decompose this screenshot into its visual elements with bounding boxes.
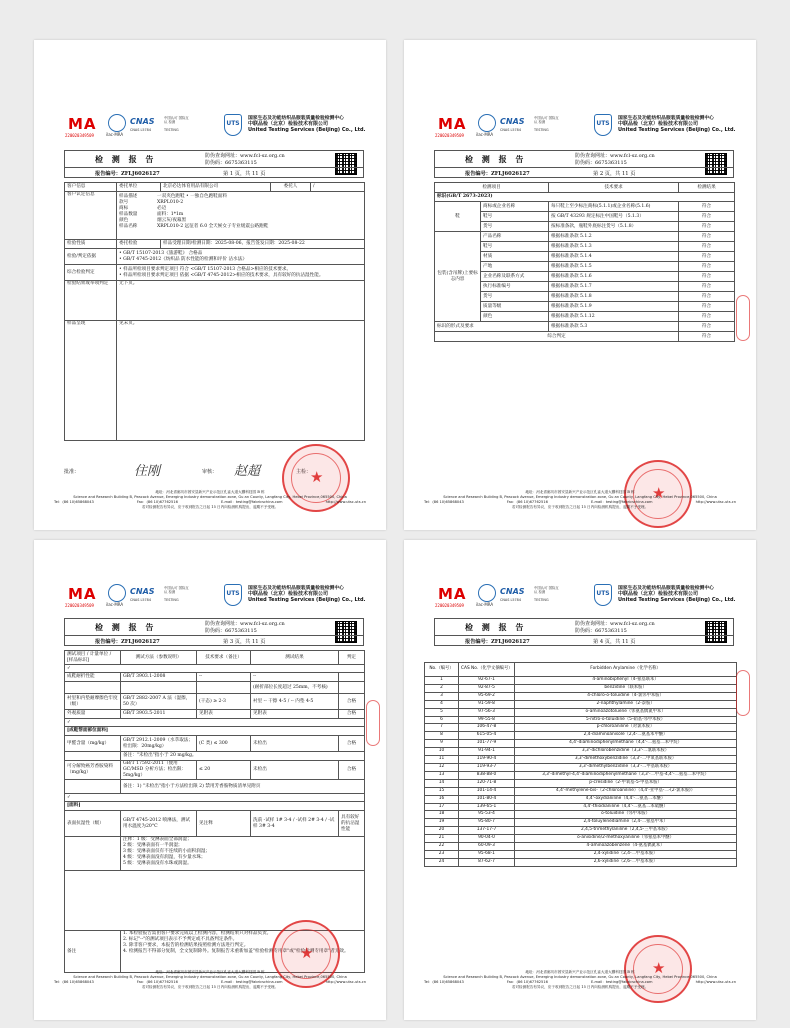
report-number: 报告编号：ZFLJ6026127: [465, 171, 530, 177]
check-mark: ✓: [65, 719, 365, 727]
report-header: MA 220020349509 ilac-MRA CNAS CNAS L5784 中国认可 国际互认 检测 TESTING UTS 国家生态及功能纺织品服装质量检验检测中心 中联品检（北京）检验技术有限公司 United Testing Services (Beijing) Co., Ltd.: [65, 115, 366, 138]
cas-number: 615-05-4: [459, 732, 515, 740]
arylamine-name: 2-naphthylamine（2-萘胺）: [515, 700, 737, 708]
arylamine-name: p-chloroaniline（对氯苯胺）: [515, 724, 737, 732]
page-footer: 地址：河北省廊坊市固安县新兴产业示范区孔雀大道大棚科技园 B 栋 Science and Research Building B, Peacock Avenue, Emerging Industry demonstration zone, Gu an County, Langfang City, Hebei Province,065500, China Tel：(86 10)65868043 Fax：(86 10)67762516 E-mail：testing@fabricschina.com http://www.utsc-uts.cn 若对检测报告有异议，应于收到报告之日起 15 日内向检测机构提出，逾期不予受理。: [54, 970, 366, 989]
cas-number: 101-80-4: [459, 795, 515, 803]
row-number: 16: [425, 795, 459, 803]
row-number: 21: [425, 835, 459, 843]
qr-code-icon: [705, 153, 727, 175]
row-number: 7: [425, 724, 459, 732]
uts-logo: UTS: [224, 114, 242, 136]
ilac-icon: [108, 114, 126, 132]
row-number: 4: [425, 700, 459, 708]
table-row: [425, 803, 737, 811]
page-number: 第 2 页，共 11 页: [593, 171, 636, 177]
arylamine-name: 4,4'-diaminodiphenylmethane（4,4'-二氨基二苯甲烷）: [515, 740, 737, 748]
ilac-icon: [108, 584, 126, 602]
row-number: 13: [425, 771, 459, 779]
arylamine-name: benzidine（联苯胺）: [515, 684, 737, 692]
arylamine-name: 4-aminoazobenzene（4-氨基偶氮苯）: [515, 843, 737, 851]
official-seal: ★: [272, 920, 340, 988]
table-row: [425, 858, 737, 866]
ilac-icon: [478, 114, 496, 132]
arylamine-name: 3,3'-dimethoxybenzidine（3,3'-二甲氧基联苯胺）: [515, 756, 737, 764]
cas-number: 87-62-7: [459, 858, 515, 866]
cma-logo: MA 220020349509: [65, 115, 97, 138]
page-number: 第 3 页，共 11 页: [223, 639, 266, 645]
report-number: 报告编号：ZFLJ6026127: [465, 639, 530, 645]
table-row: [425, 843, 737, 851]
table-row: [425, 795, 737, 803]
official-seal: ★: [624, 935, 692, 1003]
row-number: 1: [425, 677, 459, 685]
page-footer: 地址：河北省廊坊市固安县新兴产业示范区孔雀大道大棚科技园 B 栋 Science and Research Building B, Peacock Avenue, Emerging Industry demonstration zone, Gu an County, Langfang City, Hebei Province,065500, China Tel：(86 10)65868043 Fax：(86 10)67762516 E-mail：testing@fabricschina.com http://www.utsc-uts.cn 若对检测报告有异议，应于收到报告之日起 15 日内向检测机构提出，逾期不予受理。: [424, 970, 736, 989]
page-number: 第 4 页，共 11 页: [593, 639, 636, 645]
arylamine-name: 2,4,5-trimethylaniline（2,4,5-三甲基苯胺）: [515, 827, 737, 835]
arylamine-name: 5-nitro-o-toluidine（5-硝基-邻甲苯胺）: [515, 716, 737, 724]
row-number: 14: [425, 779, 459, 787]
cas-number: 60-09-3: [459, 843, 515, 851]
row-number: 20: [425, 827, 459, 835]
cas-number: 90-04-0: [459, 835, 515, 843]
cma-logo: MA 220020349509: [435, 585, 467, 608]
edge-seal: [366, 700, 380, 746]
remarks-block: 1. 本检验报告需由客户要求完成以上检测内容，检测结果只对样品负责。 2. 标记"--"的测试项目表示不予判定或不具备判定条件。 3. 除非客户要求，本报告的检测结果按照检测方法进行判定。 4. 检测报告不得部分复制，全文复制除外。复制报告未重新加盖"检验检测专用章"或"检验检测专用章"者无效。: [121, 931, 365, 973]
check-mark: ✓: [65, 665, 365, 673]
organization-name: 国家生态及功能纺织品服装质量检验检测中心 中联品检（北京）检验技术有限公司 United Testing Services (Beijing) Co., Ltd.: [248, 115, 366, 133]
cnas-logo: CNAS: [130, 117, 155, 126]
arylamine-name: o-anisidine/2-methoxyaniline（邻氨基苯甲醚）: [515, 835, 737, 843]
table-row: [425, 835, 737, 843]
official-seal: ★: [282, 444, 350, 512]
cnas-logo: CNAS: [500, 117, 525, 126]
arylamine-name: o-aminoazotoluene（邻氨基偶氮甲苯）: [515, 708, 737, 716]
uts-logo: UTS: [594, 584, 612, 606]
cas-number: 95-53-4: [459, 811, 515, 819]
cas-number: 101-14-4: [459, 787, 515, 795]
uts-logo: UTS: [594, 114, 612, 136]
official-seal: ★: [624, 460, 692, 528]
cas-number: 91-94-1: [459, 748, 515, 756]
table-row: [425, 732, 737, 740]
cas-number: 106-47-8: [459, 724, 515, 732]
page-number: 第 1 页，共 11 页: [223, 171, 266, 177]
row-number: 8: [425, 732, 459, 740]
cas-number: 119-93-7: [459, 763, 515, 771]
grade-notes: 注释：1 级：受淋表面全部润湿； 2 级：受淋表面有一半润湿； 3 级：受淋表面仅有不连续的小面积润湿； 4 级：受淋表面没有润湿，有少量水珠； 5 级：受淋表面没有水珠或润湿。: [121, 837, 365, 871]
table-row: [425, 700, 737, 708]
cma-logo: MA 220020349509: [435, 115, 467, 138]
arylamine-name: 2,4-xylidine（2,4-二甲基苯胺）: [515, 850, 737, 858]
cas-number: 95-80-7: [459, 819, 515, 827]
organization-name: 国家生态及功能纺织品服装质量检验检测中心 中联品检（北京）检验技术有限公司 United Testing Services (Beijing) Co., Ltd.: [618, 585, 736, 603]
arylamine-name: 2,4-toluylenediamine（2,4-二氨基甲苯）: [515, 819, 737, 827]
cas-number: 92-87-5: [459, 684, 515, 692]
reviewer-signature: 赵超: [234, 464, 261, 479]
report-number: 报告编号：ZFLJ6026127: [95, 639, 160, 645]
organization-name: 国家生态及功能纺织品服装质量检验检测中心 中联品检（北京）检验技术有限公司 United Testing Services (Beijing) Co., Ltd.: [618, 115, 736, 133]
table-row: [425, 724, 737, 732]
cas-number: 101-77-9: [459, 740, 515, 748]
table-row: [425, 756, 737, 764]
arylamine-name: 2,4-diaminoanisole（2,4-二氨基苯甲醚）: [515, 732, 737, 740]
report-title: 检 测 报 告: [465, 622, 527, 632]
cas-number: 99-55-8: [459, 716, 515, 724]
cas-number: 120-71-8: [459, 779, 515, 787]
arylamine-name: 3,3'-dimethyl-4,4'-diaminodiphenylmethane（3,3'-二甲基-4,4'-二氨基二苯甲烷）: [515, 771, 737, 779]
labeling-table: 检测项目 技术要求 检测结果 标识(GB/T 2673-2023) 鞋 商标或企业名称 每只鞋上至少标注商标(5.1.1)或企业名称(5.1.6) 符合 鞋号 按 GB/T 43293 规定标注中国鞋号（5.1.3） 符合 货号 按标准条款，瓶鞋外底标注货号（5.1.8） 符合 包装(含吊牌)上要标志内容 产品名称 根据标准条款 5.1.2 符合 鞋号 根据标准条款 5.1.3 符合 材质 根据标准条款 5.1.4 符合 产地 根据标准条款 5.1.5 符合 企业名称及联系方式 根据标准条款 5.1.6 符合 执行标准编号 根据标准条款 5.1.7 符合 货号 根据标准条款 5.1.8 符合 质量等级 根据标准条款 5.1.9 符合 颜色 根据标准条款 5.1.12 符合 标识的形式及要求 根据标准条款 5.3 符合 综合判定 符合: [434, 182, 735, 342]
report-page-3: [34, 540, 386, 1020]
report-header: MA 220020349509 ilac-MRA CNAS CNAS L5784 中国认可 国际互认 检测 TESTING UTS 国家生态及功能纺织品服装质量检验检测中心 中联品检（北京）检验技术有限公司 United Testing Services (Beijing) Co., Ltd.: [435, 585, 736, 608]
report-header: MA 220020349509 ilac-MRA CNAS CNAS L5784 中国认可 国际互认 检测 TESTING UTS 国家生态及功能纺织品服装质量检验检测中心 中联品检（北京）检验技术有限公司 United Testing Services (Beijing) Co., Ltd.: [435, 115, 736, 138]
report-title: 检 测 报 告: [95, 154, 157, 164]
arylamine-name: o-toluidine（邻甲苯胺）: [515, 811, 737, 819]
cas-number: 119-90-4: [459, 756, 515, 764]
row-number: 22: [425, 843, 459, 851]
arylamine-table: No.（编号） CAS No.（化学文摘编号） Forbidden Arylamine（化学名称） 1 92-67-1 4-aminobiphenyl（4-氨基联苯） 2 92-87-5 benzidine（联苯胺） 3 95-69-2 4-chloro-o-toluidine（4-氯邻甲苯胺） 4 91-59-8 2-naphthylamine（2-萘胺） 5 97-56-3 o-aminoazotoluene（邻氨基偶氮甲苯） 6 99-55-8 5-nitro-o-toluidine（5-硝基-邻甲苯胺） 7 106-47-8 p-chloroaniline（对氯苯胺） 8 615-05-4 2,4-diaminoanisole（2,4-二氨基苯甲醚） 9 101-77-9 4,4'-diaminodiphenylmethane（4,4'-二氨基二苯甲烷） 10 91-94-1 3,3'-dichlorobenzidine（3,3'-二氯联苯胺） 11 119-90-4 3,3'-dimethoxybenzidine（3,3'-二甲氧基联苯胺） 12 119-93-7 3,3'-dimethylbenzidine（3,3'-二甲基联苯胺） 13 838-88-0 3,3'-dimethyl-4,4'-diaminodiphenylmethane（3,3'-二甲基-4,4'-二氨基二苯甲烷） 14 120-71-8 p-cresidine（2-甲氧基-5-甲基苯胺） 15 101-14-4 4,4'-methylene-bis-（2-chloroaniline）（4,4'-亚甲基-二-(2-氯苯胺)） 16 101-80-4 4,4'-oxydianiline（4,4'-二氨基二苯醚） 17 139-65-1 4,4'-thiodianiline（4,4'-二氨基二苯硫醚） 18 95-53-4 o-toluidine（邻甲苯胺） 19 95-80-7 2,4-toluylenediamine（2,4-二氨基甲苯） 20 137-17-7 2,4,5-trimethylaniline（2,4,5-三甲基苯胺） 21 90-04-0 o-anisidine/2-methoxyaniline（邻氨基苯甲醚） 22 60-09-3 4-aminoazobenzene（4-氨基偶氮苯） 23 95-68-1 2,4-xylidine（2,4-二甲基苯胺） 24 87-62-7 2,6-xylidine（2,6-二甲基苯胺）: [424, 662, 737, 867]
check-mark: ✓: [65, 794, 365, 802]
row-number: 15: [425, 787, 459, 795]
cas-number: 91-59-8: [459, 700, 515, 708]
ilac-icon: [478, 584, 496, 602]
report-page-1: MA 220020349509 ilac-MRA CNAS CNAS L5784 中国认可 国际互认 检测 TESTING UTS 国家生态及功能纺织品服装质量检验检测中心 中联品检（北京）检验技术有限公司 United Testing Services (Beijing) Co., Ltd. 检 测 报 告 防伪查询网址：www.fcl-sz.org.cn 防伪码：6675363115 报告编号：ZFLJ6026127 第 1 页，共 11 页 客户信息 委托单位 北京必达体育用品有限公司 委托人 / 客户认定信息 样品描述 一双夹色跑鞋 • 一独自色跑鞋面料 款号 XRPL010-2 商标 必迈 样品数量 面料：1*1m 颜色 烟云灰/夜幕黑 样品名称 XRPL010-2 远征者 6.0 全天候女子专业缓震公路跑鞋 检验性质 委托检验 样品受理日期/检测日期：2025-08-06、报告签发日期：2025-08-22 检验/判定依据 • GB/T 15107-2013《旅游鞋》 合格品 • GB/T 4745-2012《纺织品 防水性能的检测和评价 沾水法》 综合检验判定 • 样品所检项目要求判定项目 符合 <GB/T 15107-2013 合格品>相应的技术要求。 • 样品所检项目要求判定项目 依据 <GB/T 4745-2012>相应的技术要求，具有较好的抗沾湿性能。 检验结果或举项判定 无下页。 样品呈现 见末页。 批准： 住刚 审核： 赵超 主检： ★ 地址：河北省廊坊市固安县新兴产业示范区孔雀大道大棚科技园 B 栋 Science and Research Building B, Peacock Avenue, Emerging Industry demonstration zone, Gu an County, Langfang City, Hebei Province,065500, China Tel：(86 10)65868043 Fax：(86 10)67762516 E-mail：testing@fabricschina.com http://www.utsc-uts.cn 若对检测报告有异议，应于收到报告之日起 15 日内向检测机构提出，逾期不予受理。: [34, 40, 386, 530]
report-title-box: 检 测 报 告 防伪查询网址：www.fcl-sz.org.cn 防伪码：6675363115 报告编号：ZFLJ6026127 第 3 页，共 11 页: [64, 618, 364, 646]
report-header: MA 220020349509 ilac-MRA CNAS CNAS L5784 中国认可 国际互认 检测 TESTING UTS 国家生态及功能纺织品服装质量检验检测中心 中联品检（北京）检验技术有限公司 United Testing Services (Beijing) Co., Ltd.: [65, 585, 366, 608]
arylamine-name: p-cresidine（2-甲氧基-5-甲基苯胺）: [515, 779, 737, 787]
report-title: 检 测 报 告: [95, 622, 157, 632]
row-number: 19: [425, 819, 459, 827]
arylamine-name: 3,3'-dichlorobenzidine（3,3'-二氯联苯胺）: [515, 748, 737, 756]
row-number: 3: [425, 692, 459, 700]
edge-seal: [736, 295, 750, 341]
organization-name: 国家生态及功能纺织品服装质量检验检测中心 中联品检（北京）检验技术有限公司 United Testing Services (Beijing) Co., Ltd.: [248, 585, 366, 603]
cma-logo: MA 220020349509: [65, 585, 97, 608]
row-number: 5: [425, 708, 459, 716]
client-info-table: 客户信息 委托单位 北京必达体育用品有限公司 委托人 / 客户认定信息 样品描述 一双夹色跑鞋 • 一独自色跑鞋面料 款号 XRPL010-2 商标 必迈 样品数量 面料：1*1m 颜色 烟云灰/夜幕黑 样品名称 XRPL010-2 远征者 6.0 全天候女子专业缓震公路跑鞋 检验性质 委托检验 样品受理日期/检测日期：2025-08-06、报告签发日期：2025-08-22 检验/判定依据 • GB/T 15107-2013《旅游鞋》 合格品 • GB/T 4745-2012《纺织品 防水性能的检测和评价 沾水法》 综合检验判定 • 样品所检项目要求判定项目 符合 <GB/T 15107-2013 合格品>相应的技术要求。 • 样品所检项目要求判定项目 依据 <GB/T 4745-2012>相应的技术要求，具有较好的抗沾湿性能。 检验结果或举项判定 无下页。 样品呈现 见末页。: [64, 182, 365, 441]
row-number: 10: [425, 748, 459, 756]
row-number: 24: [425, 858, 459, 866]
report-title-box: 检 测 报 告 防伪查询网址：www.fcl-sz.org.cn 防伪码：6675363115 报告编号：ZFLJ6026127 第 1 页，共 11 页: [64, 150, 364, 178]
table-row: [425, 708, 737, 716]
cas-number: 838-88-0: [459, 771, 515, 779]
row-number: 11: [425, 756, 459, 764]
cas-number: 92-67-1: [459, 677, 515, 685]
arylamine-name: 4-chloro-o-toluidine（4-氯邻甲苯胺）: [515, 692, 737, 700]
qr-code-icon: [705, 621, 727, 643]
cas-number: 95-68-1: [459, 850, 515, 858]
cnas-logo: CNAS: [500, 587, 525, 596]
row-number: 18: [425, 811, 459, 819]
arylamine-name: 3,3'-dimethylbenzidine（3,3'-二甲基联苯胺）: [515, 763, 737, 771]
cas-number: 137-17-7: [459, 827, 515, 835]
report-page-4: [404, 540, 756, 1020]
table-row: [425, 748, 737, 756]
qr-code-icon: [335, 153, 357, 175]
row-number: 17: [425, 803, 459, 811]
cnas-logo: CNAS: [130, 587, 155, 596]
table-row: [425, 716, 737, 724]
cas-number: 97-56-3: [459, 708, 515, 716]
page-footer: 地址：河北省廊坊市固安县新兴产业示范区孔雀大道大棚科技园 B 栋 Science and Research Building B, Peacock Avenue, Emerging Industry demonstration zone, Gu an County, Langfang City, Hebei Province,065500, China Tel：(86 10)65868043 Fax：(86 10)67762516 E-mail：testing@fabricschina.com http://www.utsc-uts.cn 若对检测报告有异议，应于收到报告之日起 15 日内向检测机构提出，逾期不予受理。: [424, 490, 736, 509]
arylamine-name: 4-aminobiphenyl（4-氨基联苯）: [515, 677, 737, 685]
table-row: [425, 692, 737, 700]
table-row: [425, 811, 737, 819]
approver-signature: 住刚: [134, 464, 161, 479]
table-row: [425, 779, 737, 787]
cas-number: 139-65-1: [459, 803, 515, 811]
table-row: [425, 850, 737, 858]
table-row: [425, 740, 737, 748]
report-page-2: [404, 40, 756, 530]
table-row: [425, 787, 737, 795]
table-row: [425, 763, 737, 771]
arylamine-name: 4,4'-methylene-bis-（2-chloroaniline）（4,4'-亚甲基-二-(2-氯苯胺)）: [515, 787, 737, 795]
table-row: [425, 771, 737, 779]
arylamine-name: 4,4'-oxydianiline（4,4'-二氨基二苯醚）: [515, 795, 737, 803]
report-number: 报告编号：ZFLJ6026127: [95, 171, 160, 177]
page-footer: 地址：河北省廊坊市固安县新兴产业示范区孔雀大道大棚科技园 B 栋 Science and Research Building B, Peacock Avenue, Emerging Industry demonstration zone, Gu an County, Langfang City, Hebei Province,065500, China Tel：(86 10)65868043 Fax：(86 10)67762516 E-mail：testing@fabricschina.com http://www.utsc-uts.cn 若对检测报告有异议，应于收到报告之日起 15 日内向检测机构提出，逾期不予受理。: [54, 490, 366, 509]
qr-code-icon: [335, 621, 357, 643]
table-row: [425, 677, 737, 685]
row-number: 12: [425, 763, 459, 771]
arylamine-name: 2,6-xylidine（2,6-二甲基苯胺）: [515, 858, 737, 866]
test-results-table: 测试项目 / 计量单位 / [样品标识] 测试方法（参数说明） 技术要求（备注） 测试结果 判定 ✓ 成鞋耐折性能 GB/T 3903.1-2008 -- -- (耐折部位长度超过 25mm，不考核) 衬里和内垫耐摩擦色牢度（级） GB/T 2882-2007 A 法（湿擦，50 次） (干态) ≥ 2-3 衬里 -- 干擦 4-5 / -- 内垫 4-5 合格 外观质量 GB/T 3903.5-2011 见附表 见附表 合格 ✓ [成鞋帮面部位面料] 甲醛含量（mg/kg） GB/T 2912.1-2009（水萃取法；检出限：20mg/kg） (C 类) ≤ 300 未检出 合格 备注："未检出"指小于 20 mg/kg。 可分解致癌芳香胺染料（mg/kg） GB/T 17592-2011（使用 GC/MSD 分析方法；检出限：5mg/kg） ≤ 20 未检出 合格 备注：1) "未检出"指小于方法检出限 2) 禁用芳香胺物质清单见附页 ✓ [面料] 表面抗湿性（级） GB/T 4745-2012 喷淋法，测试用水温度为20°C 见注释 洗前 -试样 1# 3-4 / -试样 2# 3-4 / -试样 3# 3-4 具有较好的抗沾湿性能 注释：1 级：受淋表面全部润湿； 2 级：受淋表面有一半润湿； 3 级：受淋表面仅有不连续的小面积润湿； 4 级：受淋表面没有润湿，有少量水珠； 5 级：受淋表面没有水珠或润湿。 备注 1. 本检验报告需由客户要求完成以上检测内容，检测结果只对样品负责。 2. 标记"--"的测试项目表示不予判定或不具备判定条件。 3. 除非客户要求，本报告的检测结果按照检测方法进行判定。 4. 检测报告不得部分复制，全文复制除外。复制报告未重新加盖"检验检测专用章"或"检验检测专用章"者无效。: [64, 650, 365, 973]
row-number: 23: [425, 850, 459, 858]
sample-info-block: 样品描述 一双夹色跑鞋 • 一独自色跑鞋面料 款号 XRPL010-2 商标 必迈 样品数量 面料：1*1m 颜色 烟云灰/夜幕黑 样品名称 XRPL010-2 远征者 6.0 全天候女子专业缓震公路跑鞋: [117, 192, 365, 240]
edge-seal: [736, 670, 750, 716]
uts-logo: UTS: [224, 584, 242, 606]
row-number: 2: [425, 684, 459, 692]
arylamine-name: 4,4'-thiodianiline（4,4'-二氨基二苯硫醚）: [515, 803, 737, 811]
report-title-box: 检 测 报 告 防伪查询网址：www.fcl-sz.org.cn 防伪码：6675363115 报告编号：ZFLJ6026127 第 4 页，共 11 页: [434, 618, 734, 646]
table-row: [425, 684, 737, 692]
cas-number: 95-69-2: [459, 692, 515, 700]
table-row: [425, 827, 737, 835]
row-number: 9: [425, 740, 459, 748]
report-title-box: 检 测 报 告 防伪查询网址：www.fcl-sz.org.cn 防伪码：6675363115 报告编号：ZFLJ6026127 第 2 页，共 11 页: [434, 150, 734, 178]
report-title: 检 测 报 告: [465, 154, 527, 164]
row-number: 6: [425, 716, 459, 724]
table-row: [425, 819, 737, 827]
